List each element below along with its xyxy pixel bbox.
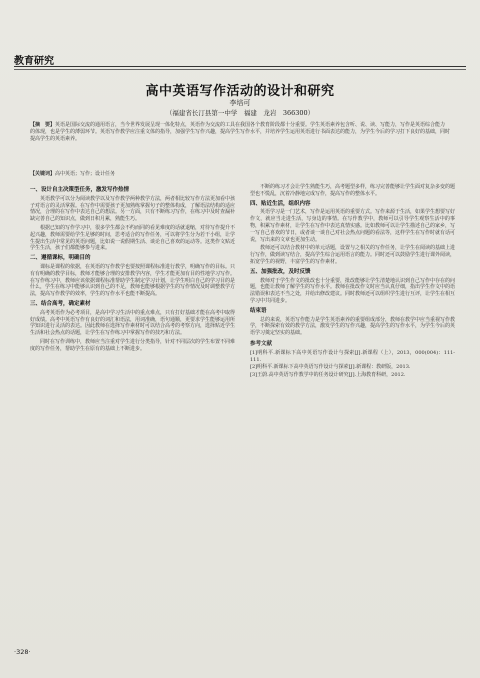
paragraph: 英语教学可以分为阅读教学以及写作教学两种教学方法，两者相比较写作方法更加看中孩子对语言的灵活掌握。在写作中需要孩子更加熟练掌握句子的整体构成，了解语法结构的适应情况，合理的在写作中表达自己的想法。另一方面，只有不断练习写作，在练习中及时查漏补缺完善自己的知识点，做到日积月累，熟能生巧。	[30, 195, 236, 223]
right-column	[250, 184, 455, 380]
abstract	[30, 122, 450, 143]
left-column	[30, 184, 235, 355]
keywords-text: 高中英语；写作；设计任务	[55, 171, 116, 177]
section-heading: 三、结合高考，确定素材	[30, 300, 91, 307]
paragraph: 同时在写作训练中，教师应当注重对学生进行分类指导，针对不同层次的学生布置不同难度的写作任务，帮助学生在原有的基础上不断进步。	[30, 338, 236, 352]
header-rule	[14, 66, 466, 67]
reference-item: [1]明科平.新课标下高中英语写作设计与探索[J].新课程（上），2013，000(004)：111-111.	[250, 349, 455, 363]
paragraph: 教师还可以结合教材中的单元话题，设置与之相关的写作任务，让学生在阅读的基础上进行写作，做到读写结合，提高学生综合运用语言的能力。同时还可以鼓励学生进行课外阅读，拓宽学生的视野，丰富学生的写作素材。	[250, 245, 456, 265]
section-heading: 二、遵循课标，明确目的	[30, 255, 91, 262]
paragraph: 英语学习是一门艺术，写作是运用英语的重要方式。写作来源于生活，如果学生想要写好作文，就应当走进生活，写身边的事情。在写作教学中，教师可以引导学生观察生活中的事物，积累写作素材，让学生在写作中表达真情实感。比如教师可以让学生描述自己的家乡，写一写自己喜欢的节日，或者谈一谈自己对社会热点问题的看法等，这样学生在写作时就有话可说，写出来的文章也更加生动。	[250, 209, 456, 243]
header-rule-thin	[14, 69, 466, 70]
abstract-label: 【摘 要】	[30, 122, 56, 128]
paragraph: 高考英语作为必考项目，是高中学习生活中的重点难点，只有打好基础才能在高考中取得好成绩。高考中英语写作有良好的词汇和语法，用词准确，语句通顺，更要求学生能够运用所学知识进行灵活的表达。因此教师在选择写作素材时可以结合高考的考察方向，选择贴近学生生活和社会热点的话题，让学生在写作练习中掌握写作的技巧和方法。	[30, 309, 236, 337]
references-title: 参考文献	[250, 340, 273, 347]
paragraph: 教师对于学生作文的批改也十分重要，批改能够让学生清楚地认识到自己写作中存在的问题，也能让教师了解学生的写作水平。教师在批改作文时应当认真仔细，指出学生作文中的语法错误和表达不当之处，并给出修改建议。同时教师还可以组织学生进行互评，让学生在相互学习中共同进步。	[250, 277, 456, 304]
paragraph: 总的来说，英语写作能力是学生英语素养的重要组成部分，教师在教学中应当重视写作教学，不断探索有效的教学方法，激发学生的写作兴趣，提高学生的写作水平，为学生今后的英语学习奠定坚实的基础。	[250, 316, 456, 337]
author: 李培可	[229, 99, 251, 107]
article-title: 高中英语写作活动的设计和研究	[145, 84, 335, 99]
affiliation: （福建省长汀县第一中学 福建 龙岩 366300）	[165, 109, 315, 117]
section-heading: 一、设计自主决策型任务，激发写作热情	[30, 187, 130, 193]
section-heading: 结束语	[250, 307, 267, 314]
abstract-text: 英语是国际交流的通用语言，当今世界发展呈现一体化特点，英语作为交流的工具在我国各个教育阶段都十分重要。学生英语素养包含听、说、读、写能力，写作是英语综合能力的体现，也是学生的薄弱环节。英语写作教学应注重文体的指导，加强学生写作兴趣，提高学生写作水平，并培养学生运用英语进行书面表达的能力，为学生今后的学习打下良好的基础，同时提高学生的英语素养。	[30, 122, 451, 142]
section-header: 教育研究	[14, 56, 54, 67]
right-column-body	[250, 184, 455, 337]
reference-item: [3]王蔚.高中英语写作教学中的任务设计研究[J].上海教育科研，2012.	[250, 372, 406, 379]
paragraph: 根据已知的写作学习中，很多学生都会不约而同的看见难度的话就退缩，对待写作提升不起兴趣，教师需要给学生足够的时间，思考适合的写作任务，可以将学生分为若干小组，让学生提出生活中常见的英语问题，比如说一说假期生活、谈论自己喜欢的运动等。这类作文贴近学生生活，孩子们都能够参与进来。	[30, 224, 236, 252]
section-heading: 五、加强批改，及时反馈	[250, 268, 311, 275]
paragraph: 课标是课程的依据，在英语的写作教学也要按照课程标准进行教学，明确写作的目标。只有有明确的教学目标，教师才能够合理的安排教学内容，学生才能更加有目的性地学习写作。在写作练习中，教师应该依据课程标准帮助学生制定学习计划，让学生明白自己的学习目的是什么，学生在练习中能够认识到自己的不足，教师也能够根据学生的写作情况及时调整教学方法，提高写作教学的效率，学生的写作水平也能不断提高。	[30, 263, 236, 298]
section-heading: 四、贴近生活，组织内容	[250, 200, 311, 207]
reference-item: [2]明科平.新课标下高中英语写作设计与探索[J].新课程：教研版，2013.	[250, 364, 411, 371]
references-list	[250, 350, 455, 379]
keywords	[30, 170, 450, 177]
paragraph: 不断的练习才会让学生熟能生巧，高考题型多样，练习完善能够让学生面对复杂多变的题型也不慌乱，沉着冷静地完成写作，提高写作的整体水平。	[250, 184, 456, 197]
keywords-label: 【关键词】	[30, 171, 56, 177]
page-number: ·328·	[14, 648, 31, 656]
